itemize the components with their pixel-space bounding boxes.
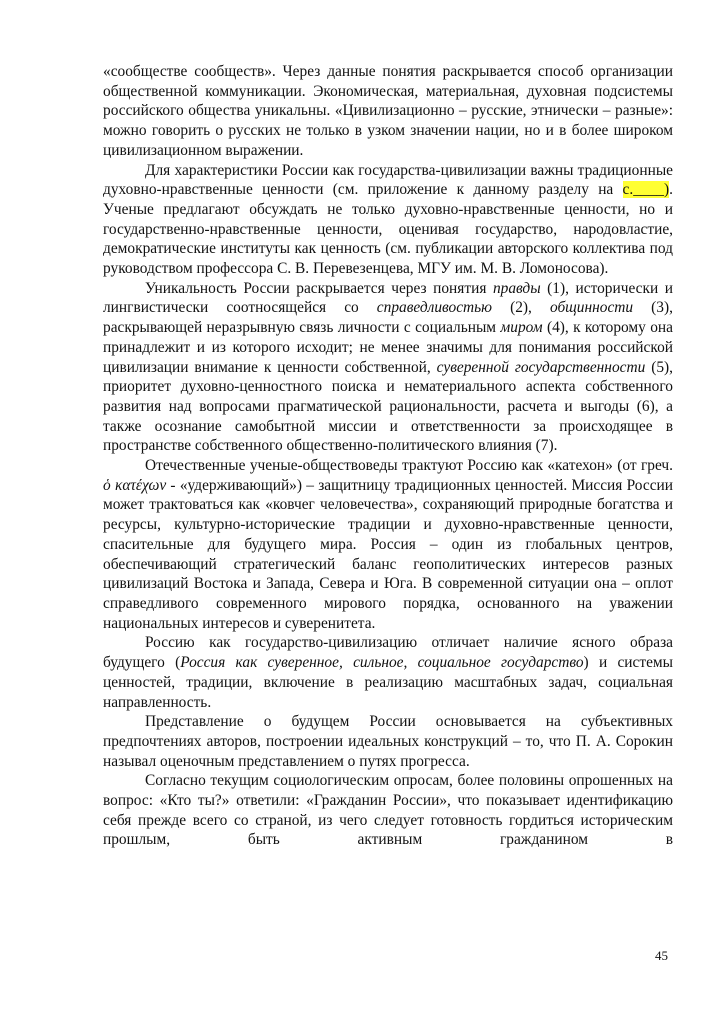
text-segment: - «удерживающий») – защитницу традиционных ценностей. Миссия России может трактоваться как «ковчег человечества», сохраняющий природные богатства и ресурсы, культурно-исторические традиции и духовно-нравственные ценности, спасительные для будущего мира. Россия – один из глобальных центров, обеспечивающий стратегический баланс геополитических интересов разных цивилизаций Востока и Запада, Севера и Юга. В современной ситуации она – оплот справедливого современного мирового порядка, основанного на уважении национальных интересов и суверенитета. — [103, 476, 673, 632]
italic-term: суверенной государственности — [436, 358, 646, 376]
text-segment: Для характеристики России как государства-цивилизации важны традиционные духовно-нравственные ценности (см. приложение к данному разделу на — [103, 161, 673, 199]
paragraph-1 — [103, 62, 673, 161]
italic-term: миром — [500, 319, 543, 337]
italic-term: общинности — [549, 299, 634, 317]
paragraph-4 — [103, 456, 673, 633]
text-segment: Россию как государство-цивилизацию отличает наличие ясного образа будущего ( — [103, 634, 673, 672]
paragraph-6 — [103, 712, 673, 771]
italic-term: правды — [492, 279, 541, 297]
italic-term: ὁ κατέχων — [103, 476, 167, 494]
highlighted-page-reference: с.____) — [622, 181, 670, 199]
text-segment: ) и системы ценностей, традиции, включение в реализацию масштабных задач, социальная направленность. — [103, 654, 674, 711]
text-segment: Отечественные ученые-обществоведы трактуют Россию как «катехон» (от греч. — [145, 457, 673, 475]
italic-term: справедливостью — [376, 299, 493, 317]
page-number: 45 — [655, 948, 668, 963]
paragraph-5 — [103, 633, 673, 712]
paragraph-3 — [103, 279, 673, 456]
text-segment: (3), раскрывающей неразрывную связь личности с социальным — [103, 299, 673, 337]
text-segment: . Ученые предлагают обсуждать не только духовно-нравственные ценности, но и государственно-нравственные ценности, оценивая государство, народовластие, демократические институты как ценность (см. публикации авторского коллектива под руководством профессора С. В. Перевезенцева, МГУ им. М. В. Ломоносова). — [103, 181, 673, 278]
italic-term: Россия как суверенное, сильное, социальное государство — [180, 654, 584, 672]
text-segment: (2), — [492, 299, 550, 317]
paragraph-2 — [103, 161, 673, 279]
page-body — [103, 62, 673, 850]
text-segment: «сообществе сообществ». Через данные понятия раскрывается способ организации общественной коммуникации. Экономическая, материальная, духовная подсистемы российского общества уникальны. «Цивилизационно – русские, этнически – разные»: можно говорить о русских не только в узком значении нации, но и в более широком цивилизационном выражении. — [103, 63, 673, 159]
text-segment: (4), к которому она принадлежит и из которого исходит; не менее значимы для понимания российской цивилизации внимание к ценности собственной, — [103, 319, 673, 376]
text-segment: Уникальность России раскрывается через понятия — [145, 279, 493, 297]
text-segment: Представление о будущем России основывается на субъективных предпочтениях авторов, построении идеальных конструкций – то, что П. А. Сорокин называл оценочным представлением о путях прогресса. — [103, 713, 673, 770]
text-segment: (5), приоритет духовно-ценностного поиска и нематериального аспекта собственного развития над вопросами прагматической рациональности, расчета и выгоды (6), а также осознание самобытной миссии и ответственности за происходящее в пространстве собственного общественно-политического влияния (7). — [103, 358, 673, 455]
paragraph-7 — [103, 771, 673, 850]
text-segment: Согласно текущим социологическим опросам, более половины опрошенных на вопрос: «Кто ты?» ответили: «Гражданин России», что показывает идентификацию себя прежде всего со страной, из чего следует готовность гордиться историческим прошлым, быть активным гражданином в — [103, 772, 673, 849]
text-segment: (1), исторически и лингвистически соотносящейся со — [103, 279, 673, 317]
